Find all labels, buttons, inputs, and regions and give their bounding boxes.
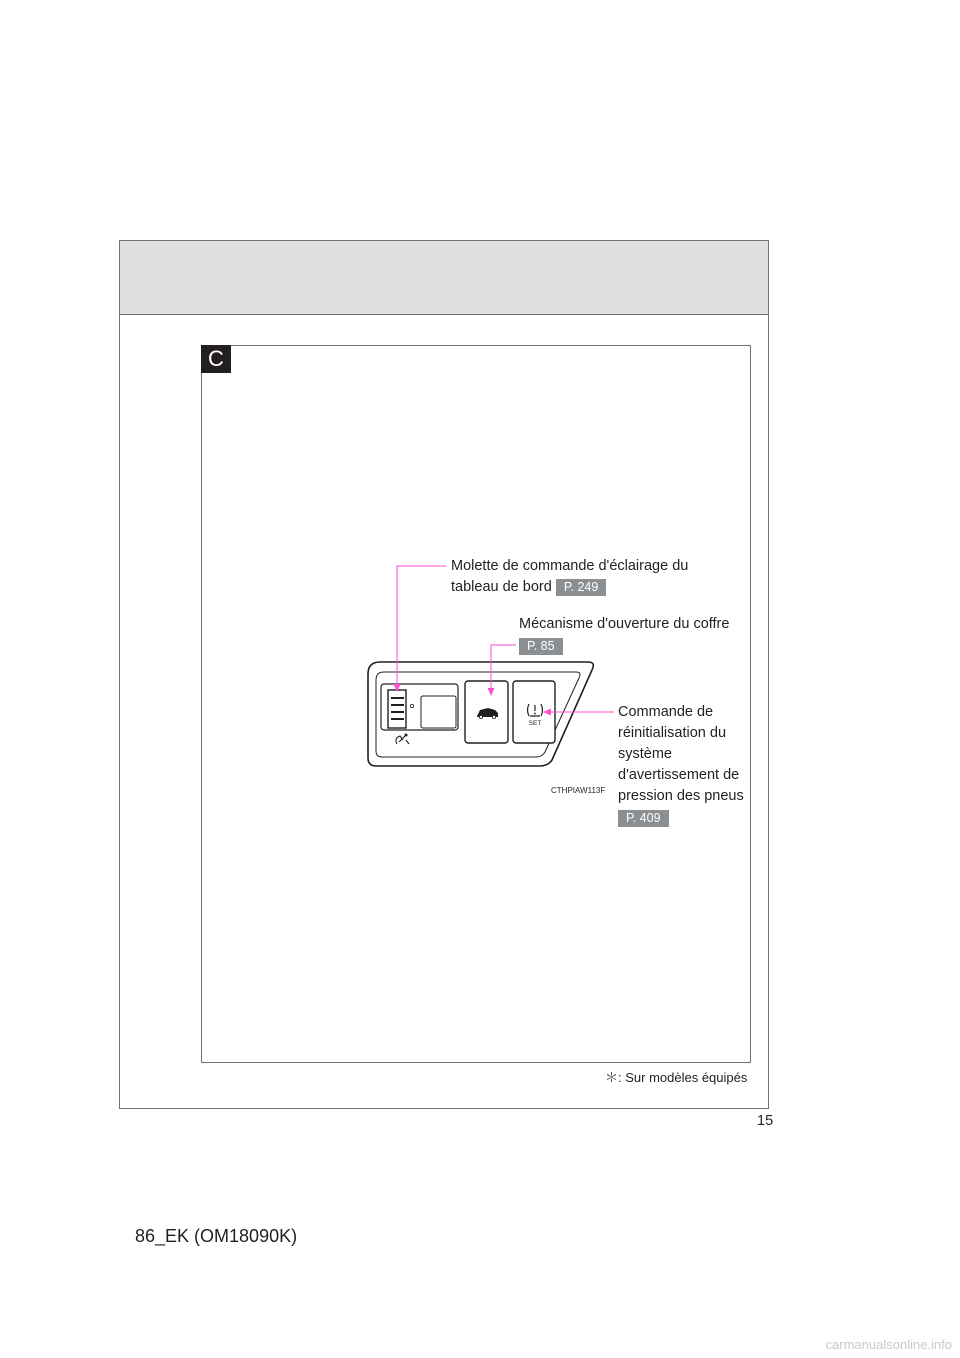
page-number: 15: [757, 1113, 774, 1129]
tpms-page-ref[interactable]: P. 409: [618, 810, 669, 827]
dimmer-cover: [421, 696, 456, 728]
figure-id: CTHPIAW113F: [551, 786, 606, 795]
tpms-label-line5: pression des pneus: [618, 788, 744, 804]
set-button-label: SET: [528, 720, 542, 727]
tpms-label-line2: réinitialisation du: [618, 725, 727, 741]
footnote-text: : Sur modèles équipés: [618, 1070, 748, 1085]
tpms-label-line1: Commande de: [618, 704, 714, 720]
trunk-page-ref[interactable]: P. 85: [519, 638, 563, 655]
trunk-label: Mécanisme d'ouverture du coffre: [519, 616, 730, 632]
dimmer-page-ref[interactable]: P. 249: [556, 579, 607, 596]
watermark: carmanualsonline.info: [825, 1337, 952, 1352]
dimmer-wheel[interactable]: [388, 690, 406, 728]
section-badge: C: [201, 345, 231, 373]
tpms-label-line3: système: [618, 746, 672, 762]
footnote-marker: ＊: [605, 1070, 619, 1085]
tpms-label-line4: d'avertissement de: [618, 767, 740, 783]
footnote: [605, 1067, 747, 1086]
document-code: 86_EK (OM18090K): [135, 1226, 298, 1246]
dimmer-label-text: tableau de bord: [451, 579, 552, 595]
dimmer-label-line1: Molette de commande d'éclairage du: [451, 558, 689, 574]
